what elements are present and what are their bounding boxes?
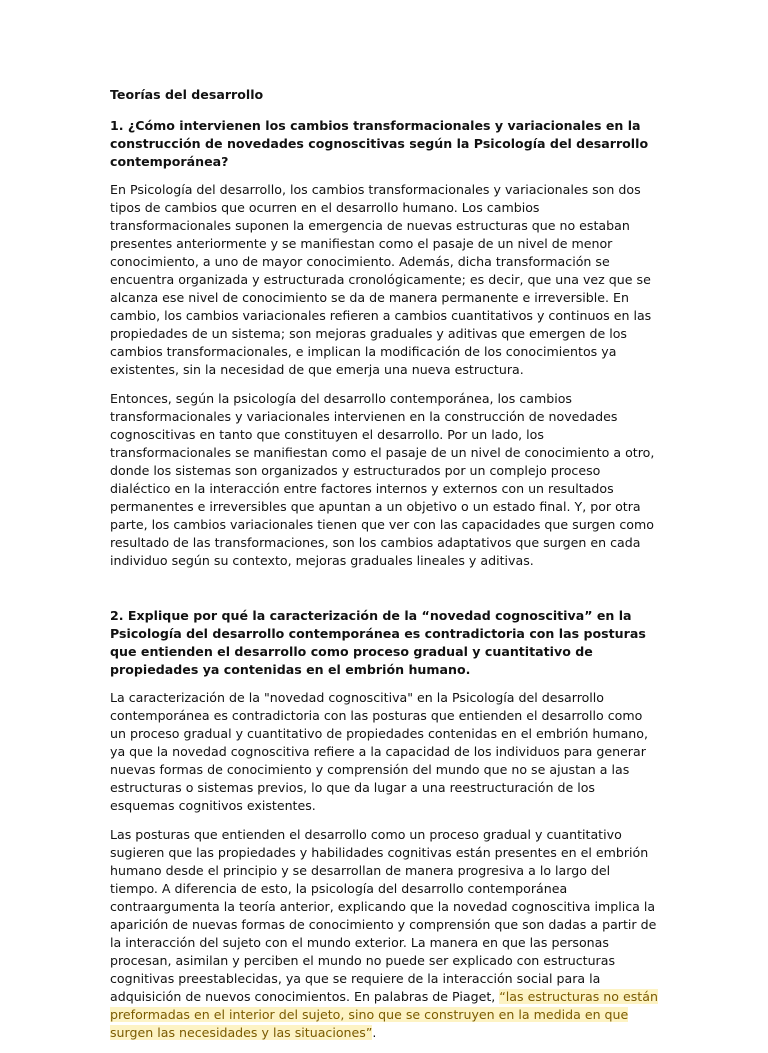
- answer-2-paragraph-2: [110, 826, 662, 1042]
- document-title: Teorías del desarrollo: [110, 87, 264, 102]
- answer-1-paragraph-1: En Psicología del desarrollo, los cambios transformacionales y variacionales son dos tipos de cambios que ocurren en el desarrollo humano. Los cambios transformacionales suponen la emergencia de nuevas estructuras que no estaban presentes anteriormente y se manifiestan como el pasaje de un nivel de menor conocimiento, a uno de mayor conocimiento. Además, dicha transformación se encuentra organizada y estructurada cronológicamente; es decir, que una vez que se alcanza ese nivel de conocimiento se da de manera permanente e irreversible. En cambio, los cambios variacionales refieren a cambios cuantitativos y continuos en las propiedades de un sistema; son mejoras graduales y aditivas que emergen de los cambios transformacionales, e implican la modificación de los conocimientos ya existentes, sin la necesidad de que emerja una nueva estructura.: [110, 182, 652, 377]
- section-spacer: [110, 581, 662, 607]
- highlighted-quote: “las estructuras no están preformadas en el interior del sujeto, sino que se construyen en la medida en que surgen las necesidades y las situaciones”: [110, 989, 658, 1040]
- answer-2-paragraph-1: La caracterización de la "novedad cognoscitiva" en la Psicología del desarrollo contemporánea es contradictoria con las posturas que entienden el desarrollo como un proceso gradual y cuantitativo de propiedades contenidas en el embrión humano, ya que la novedad cognoscitiva refiere a la capacidad de los individuos para generar nuevas formas de conocimiento y comprensión del mundo que no se ajustan a las estructuras o sistemas previos, lo que da lugar a una reestructuración de los esquemas cognitivos existentes.: [110, 690, 649, 813]
- paragraph-end: .: [372, 1025, 377, 1040]
- answer-1-paragraph-2: Entonces, según la psicología del desarrollo contemporánea, los cambios transformacionales y variacionales intervienen en la construcción de novedades cognoscitivas en tanto que constituyen el desarrollo. Por un lado, los transformacionales se manifiestan como el pasaje de un nivel de conocimiento a otro, donde los sistemas son organizados y estructurados por un complejo proceso dialéctico en la interacción entre factores internos y externos con un resultados permanentes e irreversibles que apuntan a un objetivo o un estado final. Y, por otra parte, los cambios variacionales tienen que ver con las capacidades que surgen como resultado de las transformaciones, son los cambios adaptativos que surgen en cada individuo según su contexto, mejoras graduales lineales y aditivas.: [110, 391, 655, 568]
- question-2: 2. Explique por qué la caracterización de la “novedad cognoscitiva” en la Psicología del desarrollo contemporánea es contradictoria con las posturas que entienden el desarrollo como proceso gradual y cuantitativo de propiedades ya contenidas en el embrión humano.: [110, 608, 646, 677]
- question-1: 1. ¿Cómo intervienen los cambios transformacionales y variacionales en la construcción de novedades cognoscitivas según la Psicología del desarrollo contemporánea?: [110, 118, 649, 169]
- document-page: [110, 86, 662, 1053]
- paragraph-text: Las posturas que entienden el desarrollo como un proceso gradual y cuantitativo sugieren que las propiedades y habilidades cognitivas están presentes en el embrión humano desde el principio y se desarrollan de manera progresiva a lo largo del tiempo. A diferencia de esto, la psicología del desarrollo contemporánea contraargumenta la teoría anterior, explicando que la novedad cognoscitiva implica la aparición de nuevas formas de conocimiento y comprensión que son dadas a partir de la interacción del sujeto con el mundo exterior. La manera en que las personas procesan, asimilan y perciben el mundo no puede ser explicado con estructuras cognitivas preestablecidas, ya que se requiere de la interacción social para la adquisición de nuevos conocimientos. En palabras de Piaget,: [110, 827, 657, 1004]
